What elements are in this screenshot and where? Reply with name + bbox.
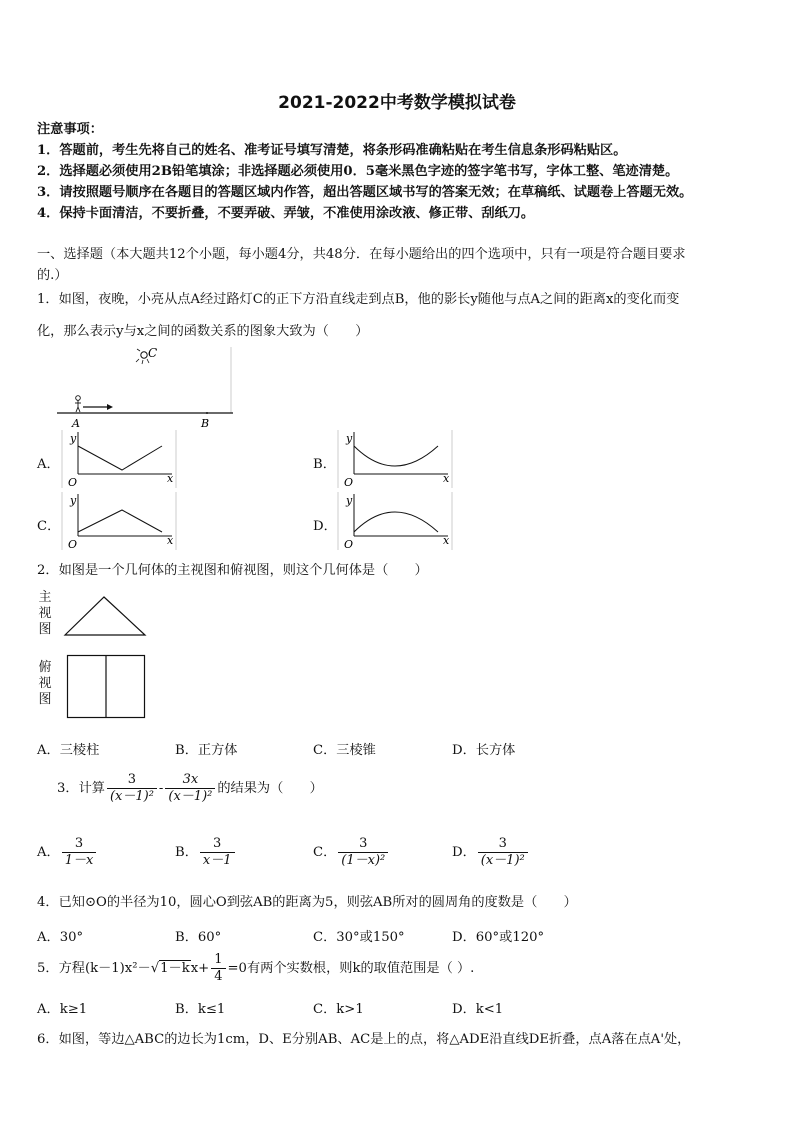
page-title: 2021-2022中考数学模拟试卷	[278, 93, 516, 113]
notice-item: 4．保持卡面清洁，不要折叠，不要弄破、弄皱，不准使用涂改液、修正带、刮纸刀。	[37, 206, 535, 221]
origin-label: O	[68, 538, 78, 550]
q5-option-b[interactable]: B．k≤1	[175, 1002, 226, 1017]
q2-option-b[interactable]: B．正方体	[175, 743, 238, 758]
q5-expr: (k－1)x²－	[84, 961, 151, 976]
q3-fraction-1: $\frac{3}{\text{(x－1)²}}$	[107, 772, 157, 805]
arrow-head	[107, 404, 113, 410]
q2-top-view-rectangle	[66, 654, 148, 720]
q5-option-d[interactable]: D．k<1	[452, 1002, 504, 1017]
q1-option-a-label[interactable]: A．	[37, 457, 60, 472]
q1-stem-line2: 化，那么表示y与x之间的函数关系的图象大致为（ ）	[37, 324, 369, 339]
origin-label: O	[344, 538, 354, 550]
q2-option-a[interactable]: A．三棱柱	[37, 743, 100, 758]
x-axis-label: x	[167, 534, 174, 547]
x-axis-label: x	[167, 472, 174, 485]
q2-option-d[interactable]: D．长方体	[452, 743, 516, 758]
q3-fraction-2: $\frac{3x}{\text{(x－1)²}}$	[165, 772, 215, 805]
q3-prefix: 3．计算	[57, 781, 105, 796]
q1-option-b-graph[interactable]	[336, 430, 456, 488]
q4-option-b[interactable]: B．60°	[175, 930, 222, 945]
y-axis-label: y	[346, 432, 353, 445]
q2-front-view-triangle	[62, 594, 148, 638]
y-axis-label: y	[346, 494, 353, 507]
notice-item: 1．答题前，考生先将自己的姓名、准考证号填写清楚，将条形码准确粘贴在考生信息条形码粘贴区。	[37, 143, 627, 158]
q1-option-d-label[interactable]: D．	[313, 519, 337, 534]
q1-option-d-graph[interactable]	[336, 492, 456, 550]
q3-stem: 3．计算 $\frac{3}{\text{(x－1)²}}$ - $\frac{3x}{\text{(x－1)²}}$ 的结果为（ ）	[57, 772, 323, 804]
q1-option-c-graph[interactable]	[60, 492, 180, 550]
q4-stem: 4．已知⊙O的半径为10，圆心O到弦AB的距离为5，则弦AB所对的圆周角的度数是（ ）	[37, 895, 577, 910]
point-b-label: B	[201, 417, 210, 430]
y-axis-label: y	[70, 432, 77, 445]
q5-suffix: 有两个实数根，则k的取值范围是（ ）.	[246, 961, 475, 976]
q1-option-a-graph[interactable]	[60, 430, 180, 488]
point-a-label: A	[72, 417, 80, 430]
q5-option-c[interactable]: C．k>1	[313, 1002, 364, 1017]
q3-option-a[interactable]: A． $\frac{3}{1-x}$	[37, 836, 98, 869]
q5-sqrt: √1－k	[150, 961, 190, 976]
q3-option-b[interactable]: B． $\frac{3}{x-1}$	[175, 836, 237, 869]
q2-top-view-label: 俯视图	[38, 660, 52, 707]
q5-option-a[interactable]: A．k≥1	[37, 1002, 88, 1017]
section-heading-line2: 的.）	[37, 268, 68, 283]
q5-stem: 5．方程(k－1)x²－√1－kx+ $\frac{1}{4}$ =0有两个实数根，则k的取值范围是（ ）.	[37, 952, 475, 984]
section-heading-line1: 一、选择题（本大题共12个小题，每小题4分，共48分．在每小题给出的四个选项中，只有一项是符合题目要求	[37, 247, 686, 262]
q3-suffix: 的结果为（ ）	[217, 781, 323, 796]
q1-scene-figure	[55, 345, 235, 430]
y-axis-label: y	[70, 494, 77, 507]
q3-option-c[interactable]: C． $\frac{3}{\text{(1－x)²}}$	[313, 836, 390, 869]
person-icon	[75, 396, 81, 412]
q2-front-view-label: 主视图	[38, 590, 52, 637]
q4-option-c[interactable]: C．30°或150°	[313, 930, 405, 945]
q4-option-d[interactable]: D．60°或120°	[452, 930, 545, 945]
notice-heading: 注意事项：	[37, 122, 103, 137]
q2-option-c[interactable]: C．三棱锥	[313, 743, 376, 758]
q4-option-a[interactable]: A．30°	[37, 930, 84, 945]
origin-label: O	[344, 476, 354, 488]
q1-option-b-label[interactable]: B．	[313, 457, 336, 472]
q2-stem: 2．如图是一个几何体的主视图和俯视图，则这个几何体是（ ）	[37, 563, 428, 578]
q5-prefix: 5．方程	[37, 961, 85, 976]
x-axis-label: x	[443, 472, 450, 485]
point-c-label: C	[148, 346, 158, 360]
notice-item: 2．选择题必须使用2B铅笔填涂；非选择题必须使用0．5毫米黑色字迹的签字笔书写，字体工整、笔迹清楚。	[37, 164, 679, 179]
q3-option-d[interactable]: D． $\frac{3}{\text{(x－1)²}}$	[452, 836, 530, 869]
q6-stem: 6．如图，等边△ABC的边长为1cm，D、E分别AB、AC是上的点，将△ADE沿直线DE折叠，点A落在点A'处，	[37, 1032, 691, 1047]
sqrt-icon: √	[150, 961, 160, 976]
q5-fraction: $\frac{1}{4}$	[211, 952, 225, 985]
q1-option-c-label[interactable]: C．	[37, 519, 61, 534]
x-axis-label: x	[443, 534, 450, 547]
origin-label: O	[68, 476, 78, 488]
q1-stem-line1: 1．如图，夜晚，小亮从点A经过路灯C的正下方沿直线走到点B，他的影长y随他与点A之间的距离x的变化而变	[37, 292, 680, 307]
notice-item: 3．请按照题号顺序在各题目的答题区域内作答，超出答题区域书写的答案无效；在草稿纸、试题卷上答题无效。	[37, 185, 693, 200]
